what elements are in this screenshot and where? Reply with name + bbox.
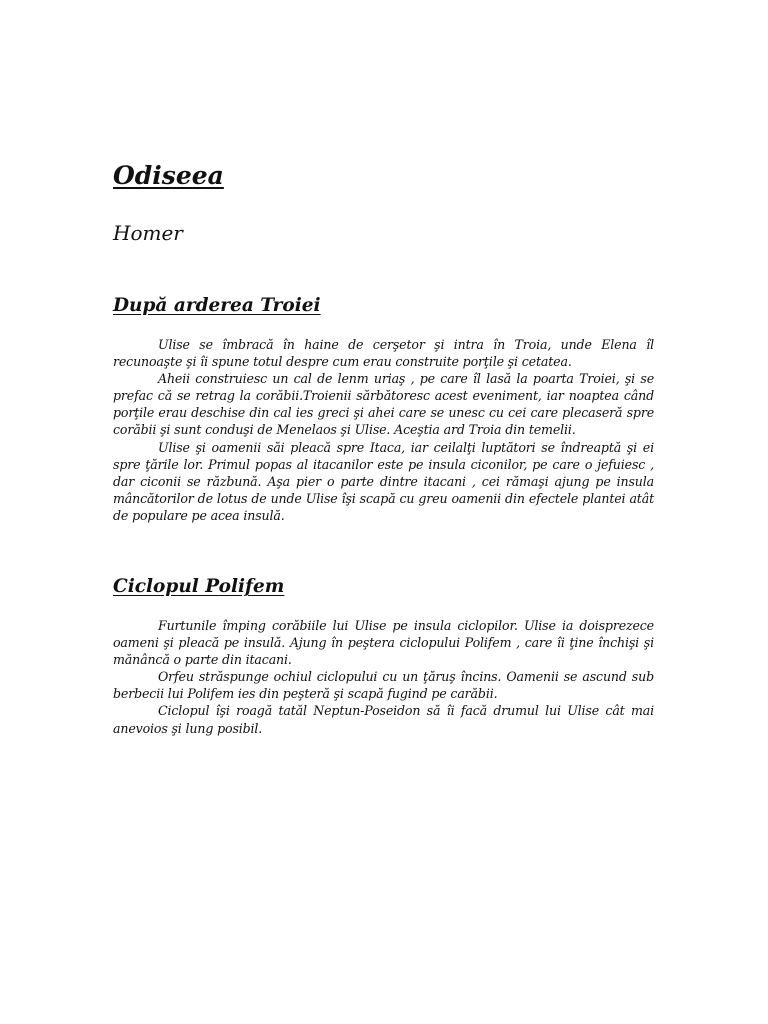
paragraph: Ulise şi oamenii săi pleacă spre Itaca, iar ceilalţi luptători se îndreaptă şi ei spre ţările lor. Primul popas al itacanilor este pe insula ciconilor, pe care o jefuiesc , dar ciconii se răzbună. Aşa pier o parte dintre itacani , cei rămaşi ajung pe insula mâncătorilor de lotus de unde Ulise îşi scapă cu greu oamenii din efectele plantei atât de populare pe acea insulă. [113, 439, 654, 523]
section-body-ciclopul-polifem [113, 617, 654, 737]
section-body-dupa-arderea-troiei [113, 336, 654, 524]
section-heading-ciclopul-polifem: Ciclopul Polifem [113, 576, 285, 597]
document-title: Odiseea [113, 161, 224, 190]
paragraph: Furtunile împing corăbiile lui Ulise pe insula ciclopilor. Ulise ia doisprezece oameni şi pleacă pe insulă. Ajung în peştera ciclopului Polifem , care îi ţine închişi şi mănâncă o parte din itacani. [113, 618, 654, 668]
paragraph: Ciclopul îşi roagă tatăl Neptun-Poseidon să îi facă drumul lui Ulise cât mai anevoios şi lung posibil. [113, 703, 654, 736]
paragraph: Aheii construiesc un cal de lenm uriaş , pe care îl lasă la poarta Troiei, şi se prefac că se retrag la corăbii.Troienii sărbătoresc acest eveniment, iar noaptea când porţile erau deschise din cal ies greci şi ahei care se unesc cu cei care plecaseră spre corăbii şi sunt conduşi de Menelaos şi Ulise. Aceştia ard Troia din temelii. [113, 371, 654, 438]
paragraph: Ulise se îmbracă în haine de cerşetor şi intra în Troia, unde Elena îl recunoaşte şi îi spune totul despre cum erau construite porţile şi cetatea. [113, 337, 654, 370]
paragraph: Orfeu străspunge ochiul ciclopului cu un ţăruş încins. Oamenii se ascund sub berbecii lui Polifem ies din peşteră şi scapă fugind pe carăbii. [113, 669, 654, 702]
section-heading-dupa-arderea-troiei: După arderea Troiei [113, 295, 321, 316]
document-author: Homer [113, 221, 183, 245]
